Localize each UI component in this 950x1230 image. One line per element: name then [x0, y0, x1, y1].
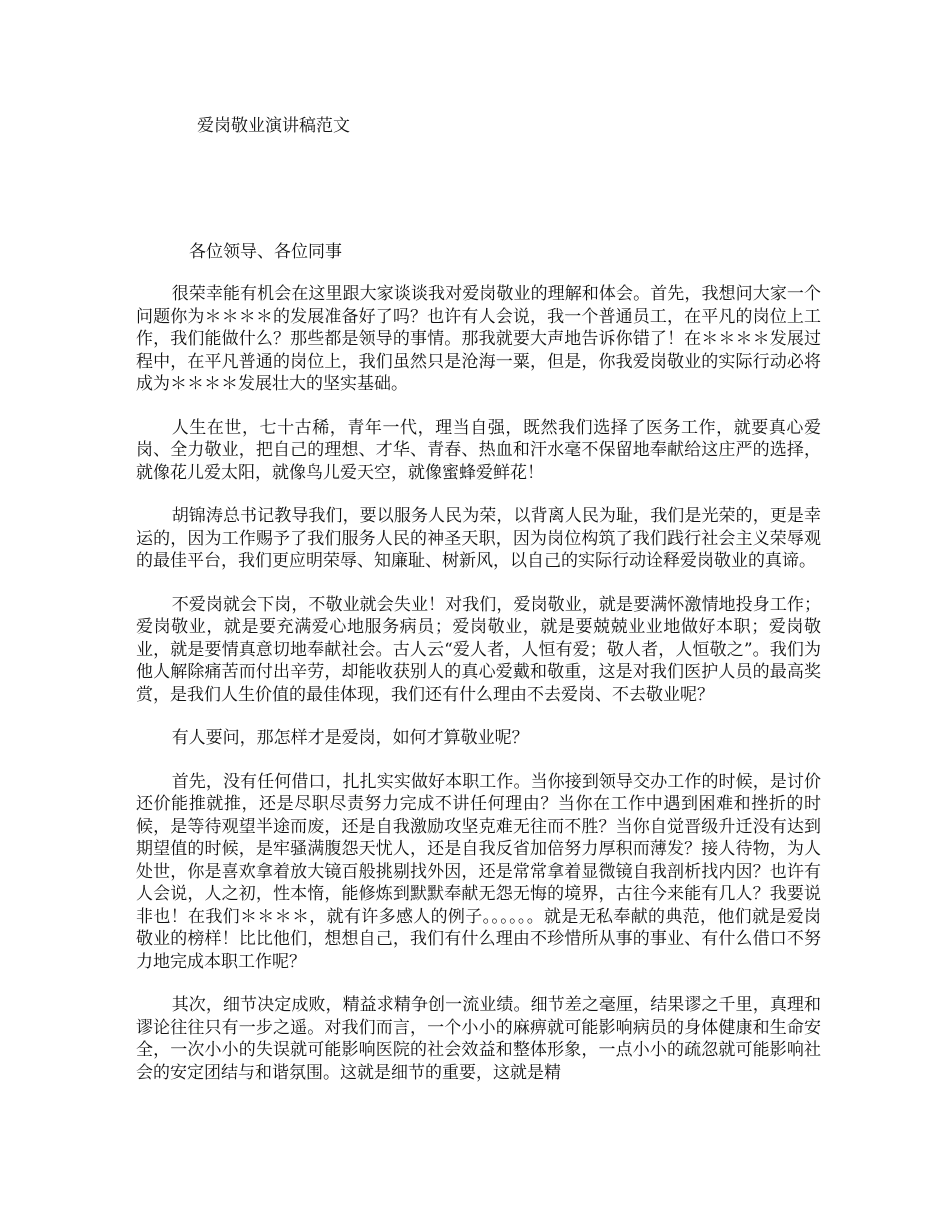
paragraph: 首先，没有任何借口，扎扎实实做好本职工作。当你接到领导交办工作的时候，是讨价还价能推就推，还是尽职尽责努力完成不讲任何理由？当你在工作中遇到困难和挫折的时候，是等待观望半途而废，还是自我激励攻坚克难无往而不胜？当你自觉晋级升迁没有达到期望值的时候，是牢骚满腹怨天忧人，还是自我反省加倍努力厚积而薄发？接人待物，为人处世，你是喜欢拿着放大镜百般挑剔找外因，还是常常拿着显微镜自我剖析找内因？也许有人会说，人之初，性本惰，能修炼到默默奉献无怨无悔的境界，古往今来能有几人？我要说非也！在我们＊＊＊＊，就有许多感人的例子。。。。。。就是无私奉献的典范，他们就是爱岗敬业的榜样！比比他们，想想自己，我们有什么理由不珍惜所从事的事业、有什么借口不努力地完成本职工作呢？ [136, 771, 821, 972]
paragraph: 其次，细节决定成败，精益求精争创一流业绩。细节差之毫厘，结果谬之千里，真理和谬论往往只有一步之遥。对我们而言，一个小小的麻痹就可能影响病员的身体健康和生命安全，一次小小的失误就可能影响医院的社会效益和整体形象，一点小小的疏忽就可能影响社会的安定团结与和谐氛围。这就是细节的重要，这就是精 [136, 995, 821, 1083]
document-title: 爱岗敬业演讲稿范文 [197, 116, 350, 136]
paragraph: 不爱岗就会下岗，不敬业就会失业！对我们，爱岗敬业，就是要满怀激情地投身工作；爱岗敬业，就是要充满爱心地服务病员；爱岗敬业，就是要兢兢业业地做好本职；爱岗敬业，就是要情真意切地奉献社会。古人云“爱人者，人恒有爱；敬人者，人恒敬之”。我们为他人解除痛苦而付出辛劳，却能收获别人的真心爱戴和敬重，这是对我们医护人员的最高奖赏，是我们人生价值的最佳体现，我们还有什么理由不去爱岗、不去敬业呢？ [136, 594, 821, 705]
paragraph: 胡锦涛总书记教导我们，要以服务人民为荣，以背离人民为耻，我们是光荣的，更是幸运的，因为工作赐予了我们服务人民的神圣天职，因为岗位构筑了我们践行社会主义荣辱观的最佳平台，我们更应明荣辱、知廉耻、树新风，以自己的实际行动诠释爱岗敬业的真谛。 [136, 506, 821, 571]
paragraph: 有人要问，那怎样才是爱岗，如何才算敬业呢？ [171, 728, 529, 748]
salutation: 各位领导、各位同事 [189, 242, 342, 262]
document-body [136, 283, 821, 1105]
paragraph: 很荣幸能有机会在这里跟大家谈谈我对爱岗敬业的理解和体会。首先，我想问大家一个问题你为＊＊＊＊的发展准备好了吗？也许有人会说，我一个普通员工，在平凡的岗位上工作，我们能做什么？那些都是领导的事情。那我就要大声地告诉你错了！在＊＊＊＊发展过程中，在平凡普通的岗位上，我们虽然只是沧海一粟，但是，你我爱岗敬业的实际行动必将成为＊＊＊＊发展壮大的坚实基础。 [136, 284, 821, 394]
paragraph: 人生在世，七十古稀，青年一代，理当自强，既然我们选择了医务工作，就要真心爱岗、全力敬业，把自己的理想、才华、青春、热血和汗水毫不保留地奉献给这庄严的选择，就像花儿爱太阳，就像鸟儿爱天空，就像蜜蜂爱鲜花！ [136, 417, 821, 483]
